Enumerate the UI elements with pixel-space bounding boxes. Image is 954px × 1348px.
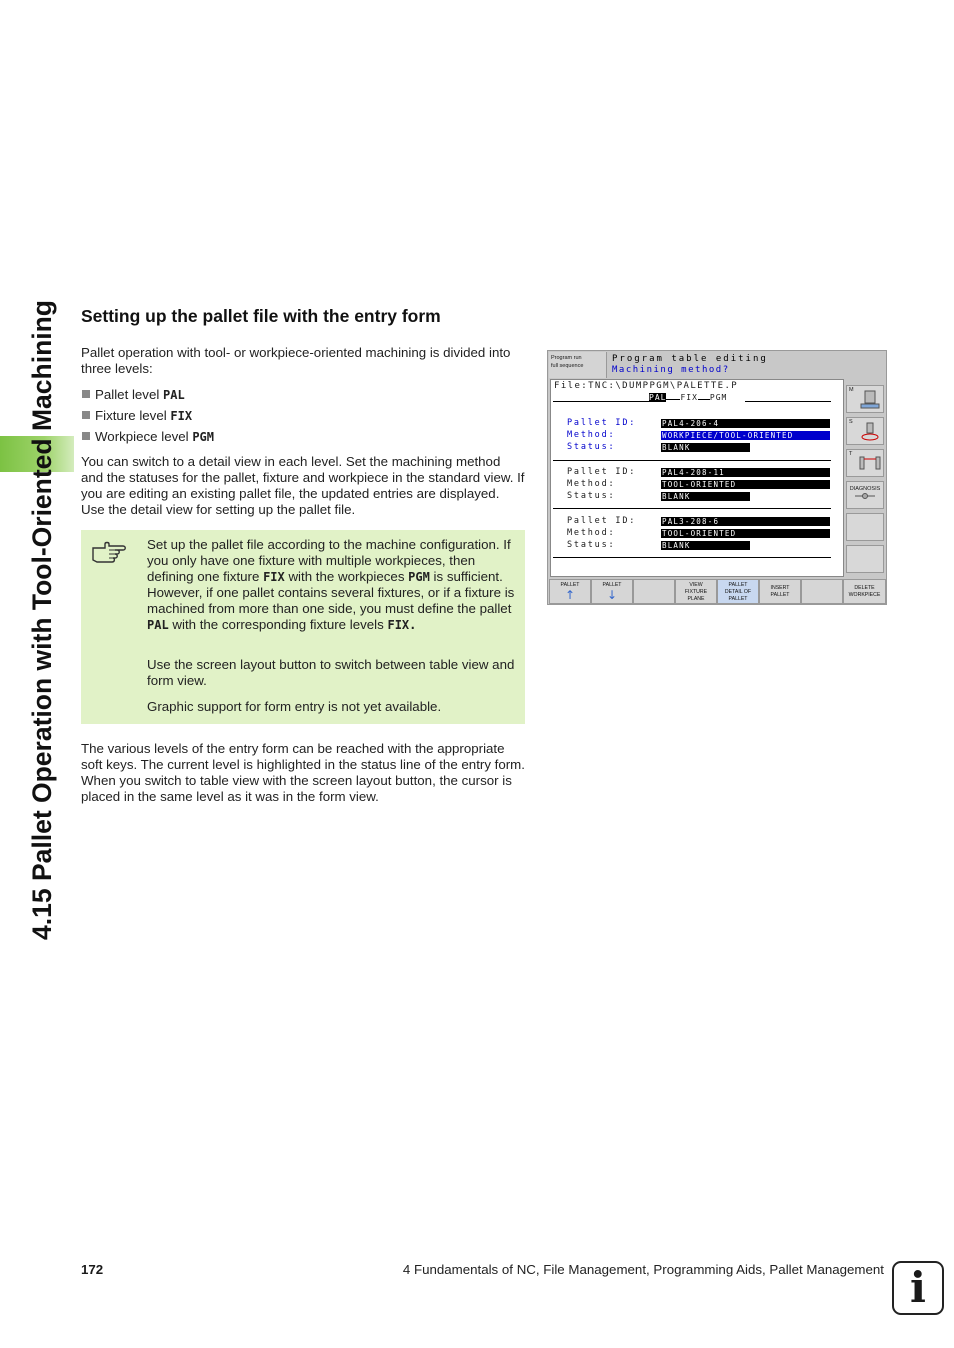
blank-softkey[interactable] [846,513,884,541]
tnc-screen-screenshot [547,350,887,605]
method-label: Method: [567,479,616,489]
info-icon: i [892,1261,944,1315]
status-field[interactable]: BLANK [661,541,750,550]
square-bullet-icon [82,432,90,440]
chapter-footer: 4 Fundamentals of NC, File Management, Programming Aids, Pallet Management [402,1262,884,1277]
pallet-id-field[interactable]: PAL3-208-6 [661,517,830,526]
pointing-hand-icon [91,538,127,566]
pallet-id-field[interactable]: PAL4-208-11 [661,468,830,477]
m-function-button[interactable]: M [846,385,884,413]
method-field-active[interactable]: WORKPIECE/TOOL-ORIENTED [661,431,830,440]
vertical-softkey-bar [844,379,886,577]
operating-mode-box: Program run full sequence [549,352,607,378]
tool-icon [857,453,883,475]
level-pal: PAL [649,393,667,402]
method-label: Method: [567,528,616,538]
screen-mode-title: Program table editing [612,354,768,364]
softkey-bar [549,579,886,604]
pallet-id-label: Pallet ID: [567,467,637,477]
diagnosis-button[interactable]: DIAGNOSIS [846,481,884,509]
status-label: Status: [567,442,616,452]
level-pgm: PGM [709,393,728,402]
blank-softkey[interactable] [801,579,843,604]
list-item: Pallet level PAL [82,387,185,403]
status-label: Status: [567,540,616,550]
level-status-line [649,393,727,402]
page-number: 172 [81,1262,104,1277]
pallet-up-softkey[interactable]: PALLET ↑ [549,579,591,604]
method-field[interactable]: TOOL-ORIENTED [661,480,830,489]
intro-paragraph: Pallet operation with tool- or workpiece-oriented machining is divided into three levels: [81,345,511,376]
entry-form-levels-paragraph: The various levels of the entry form can be reached with the appropriate soft keys. The current level is highlighted in the status line of the entry form. When you switch to table view with the screen layout button, the cursor is placed in the same level as it was in the form view. [81,741,525,804]
pallet-detail-softkey[interactable]: PALLET DETAIL OF PALLET [717,579,759,604]
status-field[interactable]: BLANK [661,443,750,452]
square-bullet-icon [82,390,90,398]
blank-softkey[interactable] [633,579,675,604]
screen-dialog-prompt: Machining method? [612,365,730,375]
pallet-id-label: Pallet ID: [567,516,637,526]
method-field[interactable]: TOOL-ORIENTED [661,529,830,538]
pallet-down-softkey[interactable]: PALLET ↓ [591,579,633,604]
pallet-id-label: Pallet ID: [567,418,637,428]
level-fix: FIX [680,393,698,402]
square-bullet-icon [82,411,90,419]
delete-workpiece-softkey[interactable]: DELETE WORKPIECE [843,579,886,604]
pallet-id-field[interactable]: PAL4-206-4 [661,419,830,428]
detail-view-paragraph: You can switch to a detail view in each level. Set the machining method and the statuses for the pallet, fixture and workpiece in the standard view. If you are editing an existing pallet file, the updated entries are displayed. Use the detail view for setting up the pallet file. [81,454,525,517]
entry-form [550,379,844,577]
status-label: Status: [567,491,616,501]
arrow-down-icon: ↓ [606,588,618,602]
side-chapter-title: 4.15 Pallet Operation with Tool-Oriented Machining [27,300,57,940]
note-box [81,530,525,724]
spindle-icon [859,421,881,443]
section-heading: Setting up the pallet file with the entry form [81,306,441,326]
blank-softkey[interactable] [846,545,884,573]
view-fixture-plane-softkey[interactable]: VIEW FIXTURE PLANE [675,579,717,604]
diagnosis-icon [853,492,877,500]
file-path: File:TNC:\DUMPPGM\PALETTE.P [554,381,739,391]
note-paragraph: Use the screen layout button to switch between table view and form view. [147,657,515,688]
status-field[interactable]: BLANK [661,492,750,501]
list-item: Workpiece level PGM [82,429,214,445]
t-function-button[interactable]: T [846,449,884,477]
method-label: Method: [567,430,616,440]
note-paragraph: Graphic support for form entry is not yet available. [147,699,442,714]
list-item: Fixture level FIX [82,408,192,424]
insert-pallet-softkey[interactable]: INSERT PALLET [759,579,801,604]
machine-icon [859,389,881,411]
arrow-up-icon: ↑ [564,588,576,602]
note-paragraph: Set up the pallet file according to the machine configuration. If you only have one fixture with multiple workpieces, then defining one fixture FIX with the workpieces PGM is sufficient. However, if one pallet contains several fixtures, or if a fixture is machined from more than one side, you must define the pallet PAL with the corresponding fixture levels FIX. [147,537,515,632]
s-function-button[interactable]: S [846,417,884,445]
